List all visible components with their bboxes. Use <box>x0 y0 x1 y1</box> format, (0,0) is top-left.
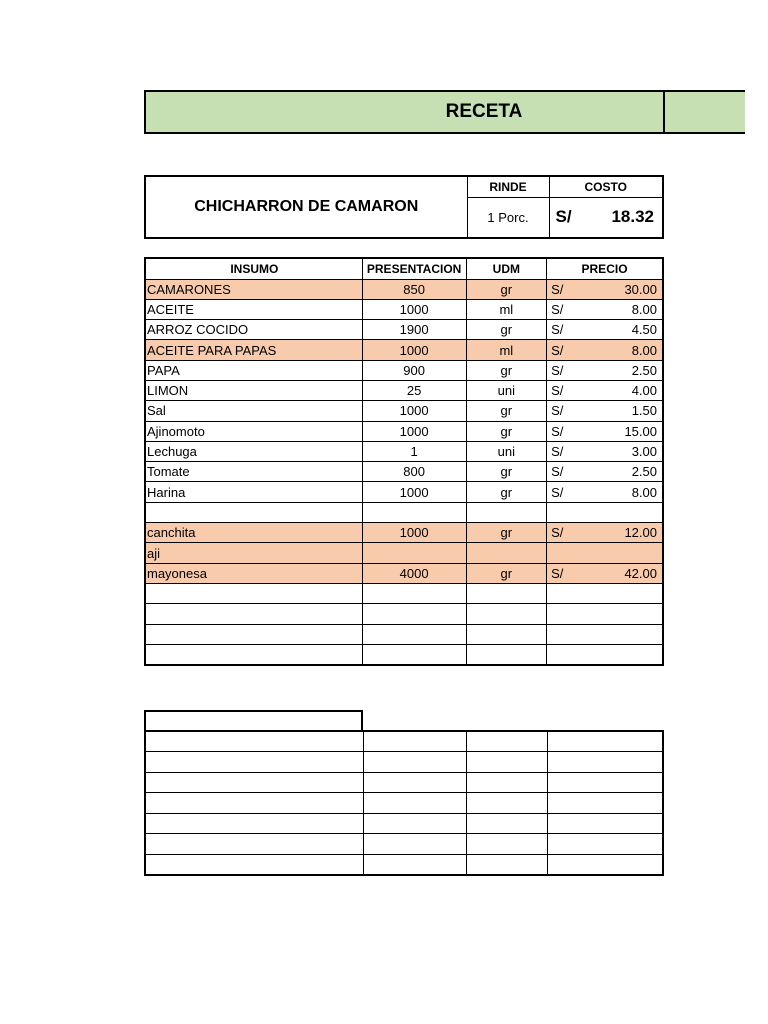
cell-presentacion[interactable]: 4000 <box>362 563 466 583</box>
cell-precio[interactable] <box>547 279 663 299</box>
cell-insumo[interactable] <box>145 624 362 644</box>
cell-presentacion[interactable]: 850 <box>362 279 466 299</box>
precio-value: 3.00 <box>631 444 657 460</box>
cell-empty[interactable] <box>547 813 663 834</box>
cell-insumo[interactable]: canchita <box>145 523 362 543</box>
cell-empty[interactable] <box>467 813 548 834</box>
cell-insumo[interactable] <box>145 604 362 624</box>
table-row <box>145 502 663 522</box>
ingredients-table <box>144 257 664 666</box>
cell-presentacion[interactable]: 800 <box>362 462 466 482</box>
precio-value: 2.50 <box>631 362 657 378</box>
cell-empty[interactable] <box>467 731 548 752</box>
cell-empty[interactable] <box>363 752 467 773</box>
cell-precio[interactable] <box>547 401 663 421</box>
table-row <box>145 854 663 875</box>
cell-insumo[interactable]: Tomate <box>145 462 362 482</box>
cell-empty[interactable] <box>467 854 548 875</box>
cell-insumo[interactable]: PAPA <box>145 360 362 380</box>
cell-insumo[interactable]: ACEITE <box>145 299 362 319</box>
cell-empty[interactable] <box>547 772 663 793</box>
cell-empty[interactable] <box>467 772 548 793</box>
col-header-presentacion: PRESENTACION <box>362 258 466 279</box>
cell-precio[interactable] <box>547 320 663 340</box>
cell-presentacion[interactable] <box>362 604 466 624</box>
table-row <box>145 279 663 299</box>
cell-insumo[interactable]: ARROZ COCIDO <box>145 320 362 340</box>
cell-insumo[interactable]: mayonesa <box>145 563 362 583</box>
precio-value: 4.50 <box>631 322 657 338</box>
cell-presentacion[interactable]: 1000 <box>362 523 466 543</box>
cell-precio[interactable] <box>547 644 663 664</box>
cell-precio[interactable] <box>547 502 663 522</box>
table-row <box>145 543 663 563</box>
cell-empty[interactable] <box>145 854 363 875</box>
dish-name[interactable]: CHICHARRON DE CAMARON <box>145 176 467 238</box>
cell-insumo[interactable]: Ajinomoto <box>145 421 362 441</box>
page-title: RECETA <box>445 101 523 122</box>
cell-empty[interactable] <box>145 772 363 793</box>
table-row <box>145 731 663 752</box>
precio-value: 8.00 <box>631 342 657 358</box>
table-row <box>145 523 663 543</box>
cell-insumo[interactable]: CAMARONES <box>145 279 362 299</box>
rinde-label: RINDE <box>467 176 549 197</box>
cell-empty[interactable] <box>145 752 363 773</box>
precio-value: 2.50 <box>631 464 657 480</box>
precio-currency: S/ <box>551 444 564 460</box>
cell-precio[interactable] <box>547 543 663 563</box>
cell-udm[interactable] <box>466 583 546 603</box>
cell-insumo[interactable]: Harina <box>145 482 362 502</box>
cell-udm[interactable]: gr <box>466 360 546 380</box>
cell-precio[interactable] <box>547 563 663 583</box>
cell-precio[interactable] <box>547 583 663 603</box>
cell-udm[interactable]: gr <box>466 279 546 299</box>
cell-udm[interactable] <box>466 604 546 624</box>
cell-presentacion[interactable]: 1900 <box>362 320 466 340</box>
cell-precio[interactable] <box>547 482 663 502</box>
cell-empty[interactable] <box>467 834 548 855</box>
cell-udm[interactable] <box>466 624 546 644</box>
cell-precio[interactable] <box>547 462 663 482</box>
precio-currency: S/ <box>551 322 564 338</box>
cell-empty[interactable] <box>467 793 548 814</box>
cell-presentacion[interactable] <box>362 502 466 522</box>
cell-udm[interactable]: gr <box>466 482 546 502</box>
cell-presentacion[interactable]: 1000 <box>362 299 466 319</box>
table-row <box>145 752 663 773</box>
cell-udm[interactable]: uni <box>466 441 546 461</box>
cell-empty[interactable] <box>547 731 663 752</box>
cell-insumo[interactable]: aji <box>145 543 362 563</box>
secondary-table-header[interactable] <box>144 710 363 732</box>
costo-label: COSTO <box>549 176 663 197</box>
cell-empty[interactable] <box>145 793 363 814</box>
col-header-udm: UDM <box>466 258 546 279</box>
cell-precio[interactable] <box>547 380 663 400</box>
cell-empty[interactable] <box>363 772 467 793</box>
costo-value: 18.32 <box>611 207 654 227</box>
cell-udm[interactable]: uni <box>466 380 546 400</box>
precio-currency: S/ <box>551 484 564 500</box>
rinde-value[interactable]: 1 Porc. <box>467 197 549 238</box>
cell-empty[interactable] <box>467 752 548 773</box>
cell-insumo[interactable] <box>145 644 362 664</box>
secondary-table <box>144 730 664 876</box>
costo-cell[interactable] <box>549 197 663 238</box>
cell-empty[interactable] <box>145 731 363 752</box>
cell-empty[interactable] <box>363 813 467 834</box>
cell-presentacion[interactable] <box>362 543 466 563</box>
cell-empty[interactable] <box>547 793 663 814</box>
recipe-header-table <box>144 175 664 239</box>
precio-currency: S/ <box>551 565 564 581</box>
cell-insumo[interactable] <box>145 583 362 603</box>
precio-value: 8.00 <box>631 301 657 317</box>
table-row <box>145 401 663 421</box>
precio-currency: S/ <box>551 301 564 317</box>
col-header-insumo: INSUMO <box>145 258 362 279</box>
cell-precio[interactable] <box>547 421 663 441</box>
precio-currency: S/ <box>551 423 564 439</box>
precio-value: 30.00 <box>624 281 657 297</box>
cell-precio[interactable] <box>547 360 663 380</box>
cell-precio[interactable] <box>547 340 663 360</box>
cell-udm[interactable]: ml <box>466 299 546 319</box>
cell-presentacion[interactable]: 25 <box>362 380 466 400</box>
table-row <box>145 583 663 603</box>
table-row <box>145 624 663 644</box>
cell-empty[interactable] <box>363 731 467 752</box>
cell-precio[interactable] <box>547 299 663 319</box>
precio-currency: S/ <box>551 281 564 297</box>
table-row <box>145 644 663 664</box>
table-row <box>145 320 663 340</box>
table-row <box>145 380 663 400</box>
cell-presentacion[interactable]: 900 <box>362 360 466 380</box>
cell-empty[interactable] <box>363 834 467 855</box>
table-row <box>145 360 663 380</box>
cell-insumo[interactable]: ACEITE PARA PAPAS <box>145 340 362 360</box>
cell-udm[interactable]: gr <box>466 320 546 340</box>
cell-presentacion[interactable] <box>362 644 466 664</box>
precio-value: 42.00 <box>624 565 657 581</box>
cell-udm[interactable] <box>466 644 546 664</box>
cell-insumo[interactable] <box>145 502 362 522</box>
precio-value: 12.00 <box>624 525 657 541</box>
cell-presentacion[interactable]: 1000 <box>362 421 466 441</box>
table-row <box>145 813 663 834</box>
cell-udm[interactable]: ml <box>466 340 546 360</box>
table-row <box>145 340 663 360</box>
cell-udm[interactable] <box>466 543 546 563</box>
cell-presentacion[interactable]: 1000 <box>362 401 466 421</box>
cell-insumo[interactable]: Lechuga <box>145 441 362 461</box>
cell-presentacion[interactable]: 1000 <box>362 340 466 360</box>
precio-currency: S/ <box>551 525 564 541</box>
table-row <box>145 482 663 502</box>
cell-presentacion[interactable]: 1 <box>362 441 466 461</box>
cell-udm[interactable]: gr <box>466 523 546 543</box>
precio-currency: S/ <box>551 464 564 480</box>
cell-presentacion[interactable] <box>362 583 466 603</box>
table-row <box>145 834 663 855</box>
cell-udm[interactable]: gr <box>466 421 546 441</box>
table-row <box>145 299 663 319</box>
table-row <box>145 441 663 461</box>
table-row <box>145 772 663 793</box>
cell-presentacion[interactable]: 1000 <box>362 482 466 502</box>
table-row <box>145 563 663 583</box>
cell-empty[interactable] <box>547 834 663 855</box>
precio-currency: S/ <box>551 383 564 399</box>
cell-udm[interactable]: gr <box>466 462 546 482</box>
cell-empty[interactable] <box>145 813 363 834</box>
cell-empty[interactable] <box>363 793 467 814</box>
precio-value: 8.00 <box>631 484 657 500</box>
cell-precio[interactable] <box>547 604 663 624</box>
precio-value: 4.00 <box>631 383 657 399</box>
cell-precio[interactable] <box>547 624 663 644</box>
cell-empty[interactable] <box>363 854 467 875</box>
cell-udm[interactable]: gr <box>466 563 546 583</box>
table-row <box>145 793 663 814</box>
cell-precio[interactable] <box>547 523 663 543</box>
cell-precio[interactable] <box>547 441 663 461</box>
table-row <box>145 421 663 441</box>
precio-currency: S/ <box>551 362 564 378</box>
table-row <box>145 462 663 482</box>
precio-currency: S/ <box>551 403 564 419</box>
precio-value: 15.00 <box>624 423 657 439</box>
table-row <box>145 604 663 624</box>
cell-udm[interactable] <box>466 502 546 522</box>
cell-empty[interactable] <box>547 854 663 875</box>
precio-currency: S/ <box>551 342 564 358</box>
cell-presentacion[interactable] <box>362 624 466 644</box>
costo-currency: S/ <box>555 207 572 227</box>
cell-insumo[interactable]: Sal <box>145 401 362 421</box>
cell-empty[interactable] <box>547 752 663 773</box>
col-header-precio: PRECIO <box>547 258 663 279</box>
precio-value: 1.50 <box>631 403 657 419</box>
cell-udm[interactable]: gr <box>466 401 546 421</box>
cell-empty[interactable] <box>145 834 363 855</box>
cell-insumo[interactable]: LIMON <box>145 380 362 400</box>
